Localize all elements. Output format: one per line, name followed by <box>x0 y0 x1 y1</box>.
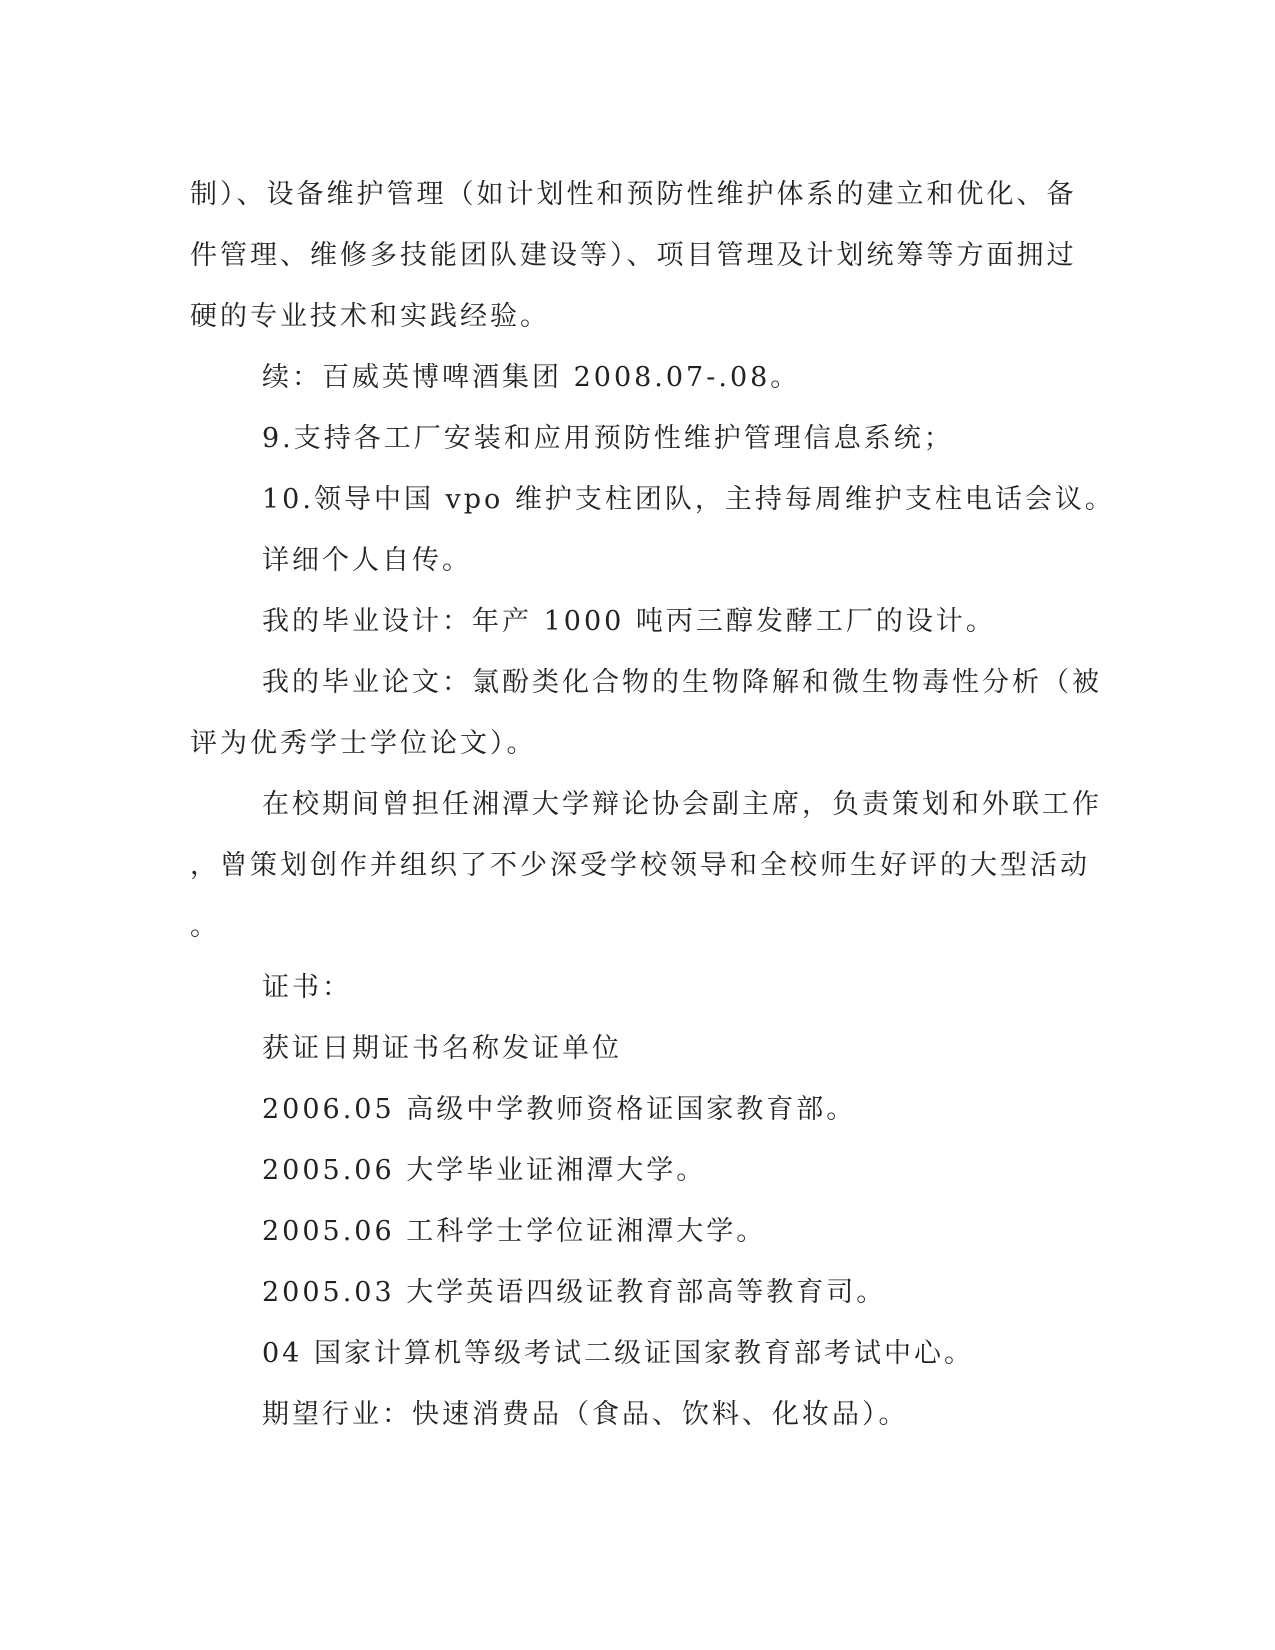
paragraph-line: 我的毕业设计：年产 1000 吨丙三醇发酵工厂的设计。 <box>262 606 996 637</box>
section-heading: 证书： <box>262 972 352 1003</box>
certificate-item: 04 国家计算机等级考试二级证国家教育部考试中心。 <box>262 1338 974 1369</box>
paragraph-line: 评为优秀学士学位论文）。 <box>190 728 537 759</box>
paragraph-line: 硬的专业技术和实践经验。 <box>190 301 550 332</box>
paragraph-line: 在校期间曾担任湘潭大学辩论协会副主席，负责策划和外联工作 <box>262 789 1102 820</box>
paragraph-line: 详细个人自传。 <box>262 545 472 576</box>
paragraph-line: 续：百威英博啤酒集团 2008.07-.08。 <box>262 362 801 393</box>
table-header-line: 获证日期证书名称发证单位 <box>262 1033 622 1064</box>
certificate-item: 2006.05 高级中学教师资格证国家教育部。 <box>262 1094 857 1125</box>
paragraph-line: 件管理、维修多技能团队建设等）、项目管理及计划统筹等方面拥过 <box>190 240 1077 271</box>
paragraph-line: 制）、设备维护管理（如计划性和预防性维护体系的建立和优化、备 <box>190 179 1077 210</box>
certificate-item: 2005.03 大学英语四级证教育部高等教育司。 <box>262 1277 887 1308</box>
paragraph-line: 9.支持各工厂安装和应用预防性维护管理信息系统； <box>262 423 954 454</box>
paragraph-line: 期望行业：快速消费品（食品、饮料、化妆品）。 <box>262 1399 909 1430</box>
paragraph-line: 10.领导中国 vpo 维护支柱团队，主持每周维护支柱电话会议。 <box>262 484 1115 515</box>
paragraph-line: 。 <box>190 911 220 942</box>
certificate-item: 2005.06 大学毕业证湘潭大学。 <box>262 1155 707 1186</box>
certificate-item: 2005.06 工科学士学位证湘潭大学。 <box>262 1216 767 1247</box>
paragraph-line: ，曾策划创作并组织了不少深受学校领导和全校师生好评的大型活动 <box>190 850 1090 881</box>
document-body <box>190 164 1115 1445</box>
paragraph-line: 我的毕业论文：氯酚类化合物的生物降解和微生物毒性分析（被 <box>262 667 1102 698</box>
